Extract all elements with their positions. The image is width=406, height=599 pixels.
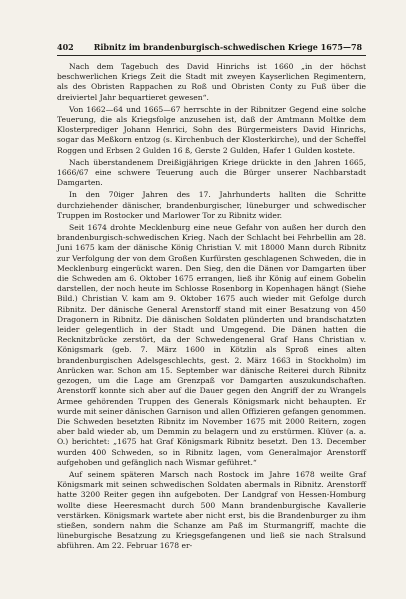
paragraph: Nach dem Tagebuch des David Hinrichs ist 1660 „in der höchst beschwerlichen Kriegs Zeit die Stadt mit zweyen Kayserlichen Regimentern, als des Obristen Rappachen zu Roß und Obristen Conty zu Fuß über die dreiviertel Jahr bequartieret gewesen“.	[57, 62, 366, 102]
paragraph: Auf seinem späteren Marsch nach Rostock im Jahre 1678 weilte Graf Königsmark mit seinen schwedischen Soldaten abermals in Ribnitz. Arenstorff hatte 3200 Reiter gegen ihn aufgeboten. Der Landgraf von Hessen-Homburg wollte diese Heeresmacht durch 500 Mann brandenburgische Kavallerie verstärken. Königsmark wartete aber nicht erst, bis die Brandenburger zu ihm stießen, sondern nahm die Schanze am Paß im Sturmangriff, machte die lüneburgische Besatzung zu Kriegsgefangenen und ließ sie nach Stralsund abführen. Am 22. Februar 1678 er-	[57, 469, 366, 551]
body-text	[57, 62, 366, 552]
paragraph: Von 1662—64 und 1665—67 herrschte in der Ribnitzer Gegend eine solche Teuerung, die als Kriegsfolge anzusehen ist, daß der Amtmann Moltke dem Klosterprediger Johann Henrici, Sohn des Bürgermeisters David Hinrichs, sogar das Meßkorn entzog (s. Kirchenbuch der Klosterkirche), und der Scheffel Roggen und Erbsen 2 Gulden 16 ß, Gerste 2 Gulden, Hafer 1 Gulden kostete.	[57, 104, 366, 155]
page-number: 402	[57, 42, 74, 52]
paragraph: Nach überstandenem Dreißigjährigen Kriege drückte in den Jahren 1665, 1666/67 eine schwere Teuerung auch die Bürger unserer Nachbarstadt Damgarten.	[57, 157, 366, 188]
running-title: Ribnitz im brandenburgisch-schwedischen Kriege 1675—78	[93, 42, 363, 52]
page-header	[57, 42, 366, 56]
paragraph: Seit 1674 drohte Mecklenburg eine neue Gefahr von außen her durch den brandenburgisch-schwedischen Krieg. Nach der Schlacht bei Fehrbellin am 28. Juni 1675 kam der dänische König Christian V. mit 18000 Mann durch Ribnitz zur Verfolgung der von dem Großen Kurfürsten geschlagenen Schweden, die in Mecklenburg eingerückt waren. Den Sieg, den die Dänen vor Damgarten über die Schweden am 6. Oktober 1675 errangen, ließ ihr König auf einem Gobelin darstellen, der noch heute im Schlosse Rosenborg in Kopenhagen hängt (Siehe Bild.) Christian V. kam am 9. Oktober 1675 auch wieder mit Gefolge durch Ribnitz. Der dänische General Arenstorff stand mit einer Besatzung von 450 Dragonern in Ribnitz. Die dänischen Soldaten plünderten und brandschatzten leider gelegentlich in der Stadt und Umgegend. Die Dänen hatten die Recknitzbrücke zerstört, da der Schwedengeneral Graf Hans Christian v. Königsmark (geb. 7. März 1600 in Kötzlin als Sproß eines alten brandenburgischen Adelsgeschlechts, gest. 2. März 1663 in Stockholm) im Anrücken war. Schon am 15. September war dänische Reiterei durch Ribnitz gezogen, um die Lage am Grenzpaß vor Damgarten auszukundschaften. Arenstorff konnte sich aber auf die Dauer gegen den Angriff der zu Wrangels Armee gehörenden Truppen des Generals Königsmark nicht behaupten. Er wurde mit seiner dänischen Garnison und allen Offizieren gefangen genommen. Die Schweden besetzten Ribnitz im November 1675 mit 2000 Reitern, zogen aber bald wieder ab, um Demmin zu belagern und zu erstürmen. Klüver (a. a. O.) berichtet: „1675 hat Graf Königsmark Ribnitz besetzt. Den 13. December wurden 400 Schweden, so in Ribnitz lagen, vom Generalmajor Arenstorff aufgehoben und gefänglich nach Wismar geführet.“	[57, 223, 366, 467]
paragraph: In den 70iger Jahren des 17. Jahrhunderts hallten die Schritte durchziehender dänischer, brandenburgischer, lüneburger und schwedischer Truppen im Rostocker und Marlower Tor zu Ribnitz wider.	[57, 190, 366, 220]
